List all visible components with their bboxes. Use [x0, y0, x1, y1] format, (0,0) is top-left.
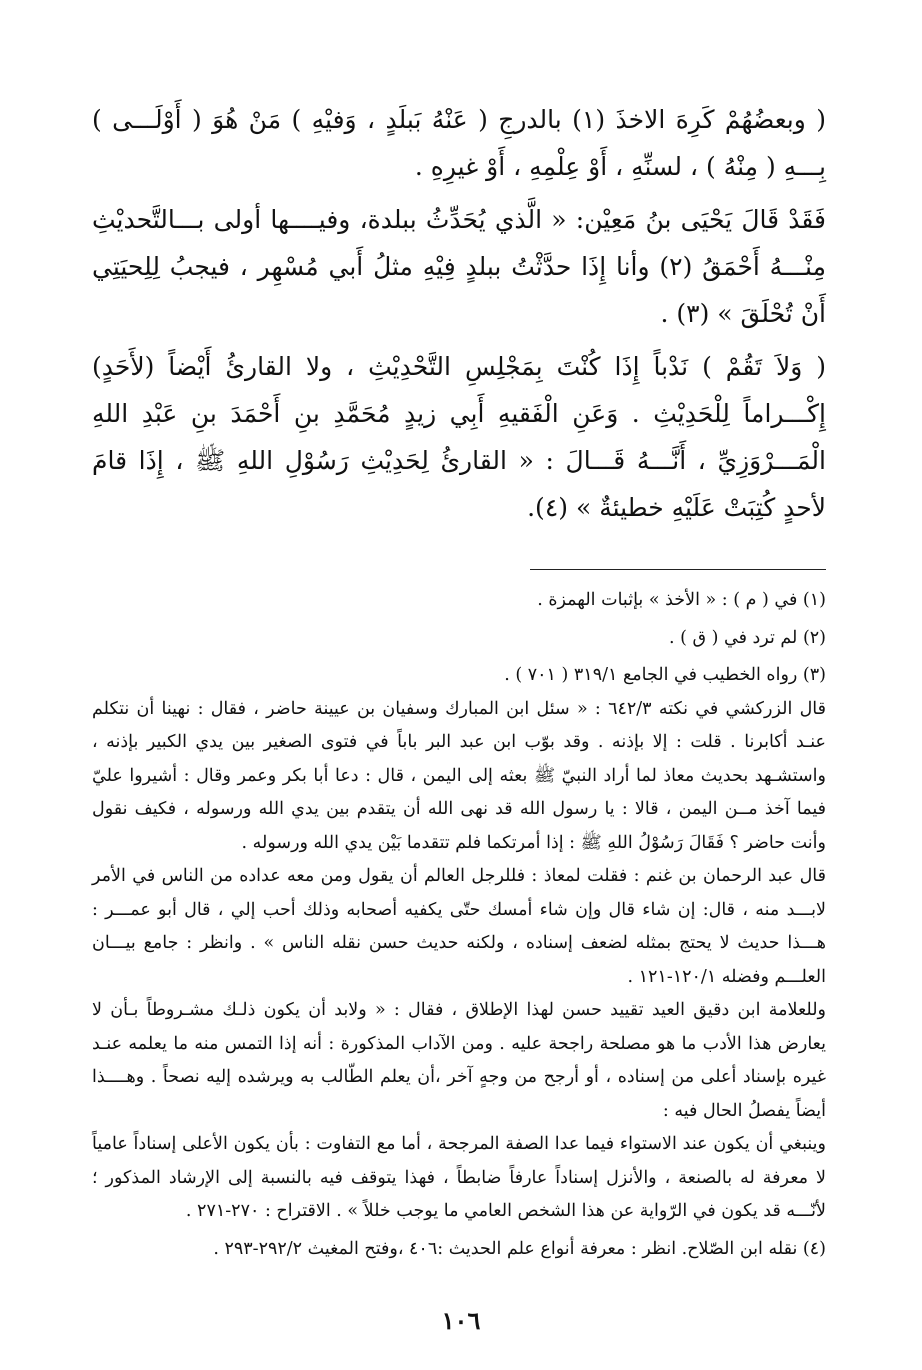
footnote-3-paragraph-a: قال الزركشي في نكته ٦٤٢/٣ : « سئل ابن المبارك وسفيان بن عيينة حاضر ، فقال : نهينا أن نتكلم عنـد أكابرنا . قلت : إلا بإذنه . وقد بوّب ابن عبد البر باباً في فتوى الصغير بين يدي الكبير بإذنه ، واستشـهد بحديث معاذ لما أراد النبيّ ﷺ بعثه إلى اليمن ، قال : دعا أبا بكر وعمر وقال : أشيروا عليّ فيما آخذ مــن اليمن ، قالا : يا رسول الله قد نهى الله أن يتقدم بين يدي الله ورسوله ، فكيف نقول وأنت حاضر ؟ فَقَالَ رَسُوْلُ اللهِ ﷺ : إذا أمرتكما فلم تتقدما بَيْن يدي الله ورسوله .	[92, 698, 826, 853]
main-paragraph-2: فَقَدْ قَالَ يَحْيَى بنُ مَعِيْن: « الَّذي يُحَدِّثُ ببلدة، وفيــــها أولى بـــالتَّحديْثِ مِنْـــهُ أَحْمَقُ (٢) وأنا إِذَا حدَّثْتُ ببلدٍ فِيْهِ مثلُ أَبي مُسْهِر ، فيجبُ لِلِحيَتِي أَنْ تُحْلَقَ » (٣) .	[92, 205, 826, 328]
main-paragraph-3: ( وَلاَ تَقُمْ ) نَدْباً إِذَا كُنْتَ بِمَجْلِسِ التَّحْدِيْثِ ، ولا القارئُ أَيْضاً (لأَحَدٍ) إِكْـــراماً لِلْحَدِيْثِ . وَعَنِ الْفَقيهِ أَبِي زيدٍ مُحَمَّدِ بنِ أَحْمَدَ بنِ عَبْدِ اللهِ الْمَـــرْوَزِيِّ ، أَنَّـــهُ قَـــالَ : « القارئُ لِحَدِيْثِ رَسُوْلِ اللهِ ﷺ ، إِذَا قامَ لأحدٍ كُتِبَتْ عَلَيْهِ خطيئةٌ » (٤).	[92, 352, 826, 522]
footnote-3-paragraph-d: وينبغي أن يكون عند الاستواء فيما عدا الصفة المرجحة ، أما مع التفاوت : بأن يكون الأعلى إسناداً عامياً لا معرفة له بالصنعة ، والأنزل إسناداً عارفاً ضابطاً ، فهذا يتوقف فيه بالنسبة إلى الإرشاد المذكور ؛ لأنّـــه قد يكون في الرّواية عن هذا الشخص العامي ما يوجب خللاً » . الاقتراح : ٢٧٠-٢٧١ .	[92, 1134, 826, 1221]
main-text	[92, 96, 826, 531]
footnote-2: (٢) لم ترد في ( ق ) .	[668, 627, 826, 648]
footnote-3-paragraph-b: قال عبد الرحمان بن غنم : فقلت لمعاذ : فللرجل العالم أن يقول ومن معه عداده من الناس في الأمر لابـــد منه ، قال: إن شاء قال وإن شاء أمسك حتّى يكفيه أصحابه وذلك أحب إلي ، قال أبو عمـــر : هـــذا حديث لا يحتج بمثله لضعف إسناده ، ولكنه حديث حسن نقله الناس » . وانظر : جامع بيـــان العلـــم وفضله ١٢٠/١-١٢١ .	[92, 866, 826, 987]
footnotes	[92, 584, 826, 1266]
footnote-separator	[530, 569, 826, 570]
main-paragraph-1: ( وبعضُهُمْ كَرِهَ الاخذَ (١) بالدرجِ ( عَنْهُ بَبلَدٍ ، وَفيْهِ ) مَنْ هُوَ ( أَوْلَـــى ) بِـــهِ ( مِنْهُ ) ، لسنِّهِ ، أَوْ عِلْمِهِ ، أَوْ غيرِهِ .	[92, 105, 826, 181]
footnote-3: (٣) رواه الخطيب في الجامع ٣١٩/١ ( ٧٠١ ) .	[504, 665, 826, 685]
footnote-1: (١) في ( م ) : « الأخذ » بإثبات الهمزة .	[537, 590, 826, 610]
footnote-3-paragraph-c: وللعلامة ابن دقيق العيد تقييد حسن لهذا الإطلاق ، فقال : « ولابد أن يكون ذلـك مشـروطاً بـأن لا يعارض هذا الأدب ما هو مصلحة راجحة عليه . ومن الآداب المذكورة : أنه إذا التمس منه ما يعلمه عنـد غيره بإسناد أعلى من إسناده ، أو أرجح من وجهٍ آخر ،أن يعلم الطّالب به ويرشده إليه نصحاً . وهــــذا أيضاً يفصلُ الحال فيه :	[92, 1000, 827, 1121]
page-number: ١٠٦	[441, 1306, 481, 1335]
footnote-4: (٤) نقله ابن الصّلاح. انظر : معرفة أنواع علم الحديث :٤٠٦ ،وفتح المغيث ٢٩٢/٢-٢٩٣ .	[213, 1238, 826, 1259]
